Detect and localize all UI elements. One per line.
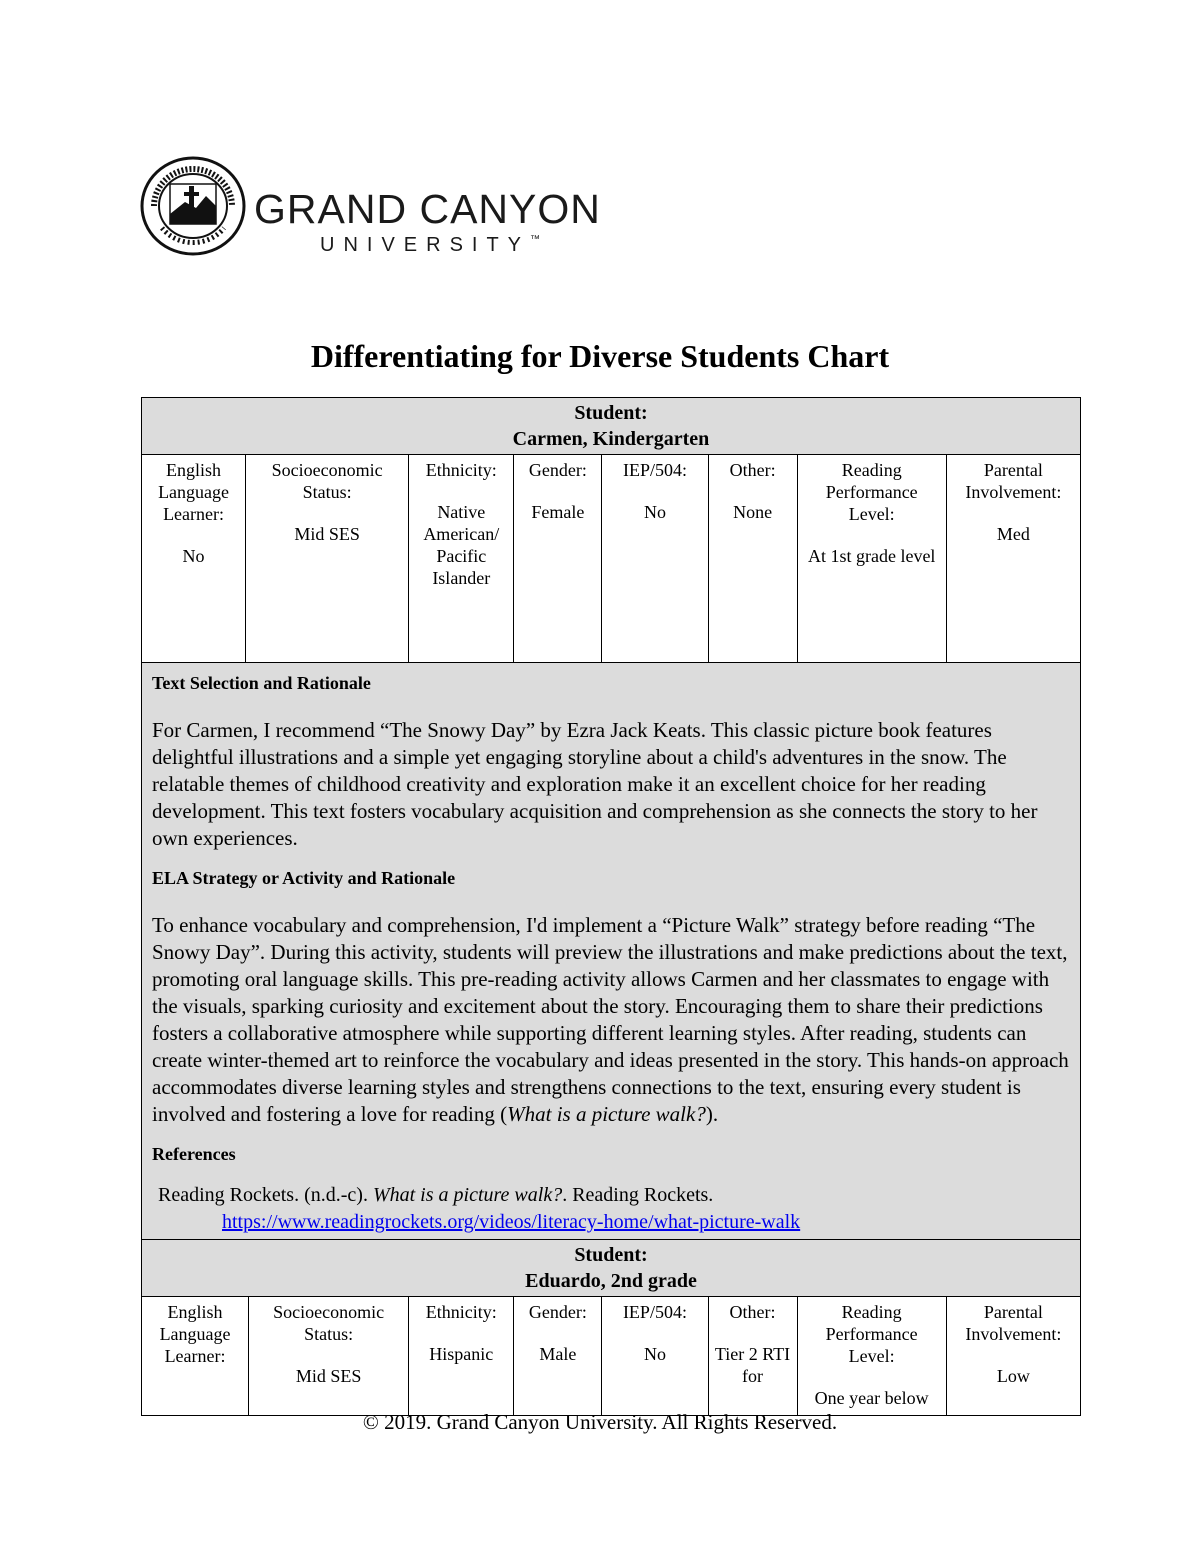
attr-other <box>708 455 797 663</box>
attr-reading-level <box>797 1297 946 1416</box>
attr-ethnicity <box>409 1297 514 1416</box>
strategy-citation: What is a picture walk? <box>507 1102 706 1126</box>
attr-iep <box>602 455 708 663</box>
attr-label: IEP/504: <box>622 460 687 480</box>
logo-line1: GRAND CANYON <box>254 186 601 232</box>
attr-ses <box>249 1297 409 1416</box>
attr-value: At 1st grade level <box>807 546 936 566</box>
student-label: Student: <box>574 402 648 424</box>
attr-ethnicity <box>409 455 514 663</box>
attr-iep <box>602 1297 708 1416</box>
university-seal-icon <box>140 156 246 256</box>
attr-value: Med <box>996 524 1030 544</box>
attr-value: Female <box>531 502 585 522</box>
attr-gender <box>514 455 602 663</box>
strategy-body: To enhance vocabulary and comprehension, I'd implement a “Picture Walk” strategy before reading “The Snowy Day”. During this activity, students will preview the illustrations and make predictions about the text, promoting oral language skills. This pre-reading activity allows Carmen and her classmates to engage with the visuals, sparking curiosity and excitement about the story. Encouraging them to share their predictions fosters a collaborative atmosphere while supporting different learning styles. After reading, students can create winter-themed art to reinforce the vocabulary and ideas presented in the story. This hands-on approach accommodates diverse learning styles and strengthens connections to the text, ensuring every student is involved and fostering a love for reading (What is a picture walk?). <box>152 913 1069 1126</box>
attr-value: Tier 2 RTI for <box>714 1344 791 1386</box>
attr-value: No <box>643 502 666 522</box>
attr-ell <box>142 455 246 663</box>
attr-label: English Language Learner: <box>158 460 230 524</box>
attr-label: Parental Involvement: <box>965 460 1062 502</box>
university-logo <box>140 156 620 256</box>
attr-label: Other: <box>729 460 776 480</box>
student-table-eduardo <box>141 1239 1081 1416</box>
attr-label: Gender: <box>528 460 587 480</box>
student-header <box>142 1240 1081 1297</box>
attr-value: No <box>182 546 205 566</box>
student-header <box>142 398 1081 455</box>
student-label: Student: <box>574 1244 648 1266</box>
attr-label: Socioeconomic Status: <box>273 1302 385 1344</box>
attr-parental <box>946 455 1080 663</box>
attr-label: English Language Learner: <box>159 1302 231 1366</box>
attr-value: Mid SES <box>294 524 360 544</box>
attr-label: Ethnicity: <box>425 460 497 480</box>
attr-label: Reading Performance Level: <box>825 460 918 524</box>
attr-value: Mid SES <box>295 1366 362 1386</box>
attr-gender <box>514 1297 602 1416</box>
attr-ell <box>142 1297 249 1416</box>
attr-value: One year below <box>814 1388 929 1408</box>
attr-label: Socioeconomic Status: <box>271 460 383 502</box>
attr-value: Native American/ Pacific Islander <box>423 502 500 588</box>
reference-link[interactable]: https://www.readingrockets.org/videos/literacy-home/what-picture-walk <box>222 1211 801 1233</box>
text-selection-body: For Carmen, I recommend “The Snowy Day” by Ezra Jack Keats. This classic picture book features delightful illustrations and a simple yet engaging storyline about a child's adventures in the snow. The relatable themes of childhood creativity and exploration make it an excellent choice for her reading development. This text fosters vocabulary acquisition and comprehension as she connects the story to her own experiences. <box>152 718 1038 850</box>
references-heading: References <box>152 1144 236 1164</box>
attr-label: Reading Performance Level: <box>825 1302 918 1366</box>
student-table-carmen <box>141 397 1081 1249</box>
logo-line2: UNIVERSITY™ <box>320 234 541 256</box>
attr-value: Low <box>996 1366 1030 1386</box>
reference-entry: Reading Rockets. (n.d.-c). What is a picture walk?. Reading Rockets. <box>158 1184 714 1206</box>
strategy-heading: ELA Strategy or Activity and Rationale <box>152 868 456 888</box>
attr-ses <box>246 455 409 663</box>
attr-label: Gender: <box>528 1302 587 1322</box>
attr-other <box>708 1297 797 1416</box>
attr-parental <box>946 1297 1080 1416</box>
reference-title: What is a picture walk? <box>372 1184 563 1206</box>
page-title: Differentiating for Diverse Students Chart <box>310 338 890 374</box>
attr-value: No <box>643 1344 666 1364</box>
student-name: Carmen, Kindergarten <box>512 428 710 450</box>
attr-label: Parental Involvement: <box>965 1302 1062 1344</box>
attr-value: None <box>733 502 773 522</box>
copyright-footer: © 2019. Grand Canyon University. All Rights Reserved. <box>362 1410 838 1434</box>
attr-value: Male <box>539 1344 577 1364</box>
trademark-mark: ™ <box>530 234 541 245</box>
attr-value: Hispanic <box>429 1344 494 1364</box>
text-selection-heading: Text Selection and Rationale <box>152 673 371 693</box>
rationale-section <box>142 663 1081 1249</box>
attr-label: Ethnicity: <box>425 1302 497 1322</box>
student-name: Eduardo, 2nd grade <box>525 1270 697 1292</box>
attr-label: Other: <box>729 1302 776 1322</box>
attr-label: IEP/504: <box>622 1302 687 1322</box>
attr-reading-level <box>797 455 946 663</box>
